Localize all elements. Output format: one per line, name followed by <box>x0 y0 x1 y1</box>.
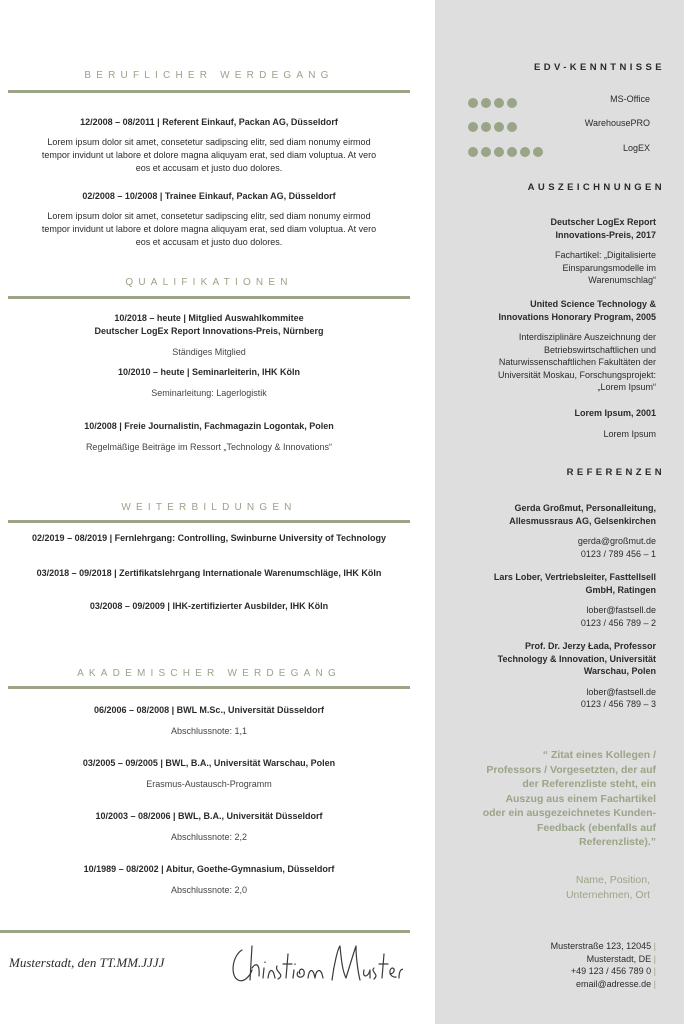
education-title: 03/2005 – 09/2005 | BWL, B.A., Universität Warschau, Polen <box>82 758 336 768</box>
skill-dot <box>520 147 530 157</box>
qualification-sub: Seminarleitung: Lagerlogistik <box>151 388 267 398</box>
reference-email: gerda@großmut.de <box>577 536 656 546</box>
education-entry <box>8 810 410 844</box>
award-desc: Lorem Ipsum <box>603 428 656 439</box>
award-desc: Warenumschlag“ <box>588 275 656 285</box>
skill-name: WarehousePRO <box>584 118 650 128</box>
qualification-title: Deutscher LogEx Report Innovations-Preis, Nürnberg <box>94 326 324 336</box>
quote-author <box>460 873 650 903</box>
reference-email: lober@fastsell.de <box>586 605 656 615</box>
skill-row <box>468 143 650 157</box>
reference-name: Prof. Dr. Jerzy Łada, Professor <box>524 641 656 651</box>
reference-name: Warschau, Polen <box>583 666 656 676</box>
award-desc: Naturwissenschaftlichen Fakultäten der <box>498 357 656 367</box>
reference-name: Technology & Innovation, Universität <box>497 653 656 664</box>
job-desc-line: Lorem ipsum dolor sit amet, consetetur sadipscing elitr, sed diam nonumy eirmod <box>47 211 371 221</box>
reference-phone: 0123 / 456 789 – 2 <box>580 617 656 628</box>
training-entry <box>8 600 410 613</box>
training-title: 03/2018 – 09/2018 | Zertifikatslehrgang Internationale Warenumschläge, IHK Köln <box>36 568 382 578</box>
job-desc-line: eos et accusam et justo duo dolores. <box>135 163 283 173</box>
skill-row <box>468 118 650 132</box>
reference-item <box>445 571 656 629</box>
skill-rating <box>468 119 520 131</box>
education-sub: Abschlussnote: 2,0 <box>170 885 248 895</box>
contact-email: email@adresse.de | <box>575 978 656 989</box>
contact-phone: +49 123 / 456 789 0 | <box>570 966 656 976</box>
education-entry <box>8 863 410 897</box>
education-title: 06/2006 – 08/2008 | BWL M.Sc., Universität Düsseldorf <box>94 705 324 715</box>
qualification-entry <box>8 366 410 400</box>
quote-line: der Referenzliste steht, ein <box>522 778 656 790</box>
education-entry <box>8 757 410 791</box>
skill-rating <box>468 144 546 156</box>
job-desc-line: tempor invidunt ut labore et dolore magna aliquyam erat, sed diam voluptua. At vero <box>41 224 377 234</box>
skill-dot <box>507 147 517 157</box>
education-title: 10/2003 – 08/2006 | BWL, B.A., Universität Düsseldorf <box>95 811 323 821</box>
award-item <box>445 407 656 440</box>
qualification-sub: Ständiges Mitglied <box>172 347 246 357</box>
skill-rating <box>468 95 520 107</box>
sidebar-title-referenzen: REFERENZEN <box>566 467 665 478</box>
award-name: Deutscher LogEx Report <box>550 217 656 227</box>
contact-address-city: Musterstadt, DE | <box>586 953 656 964</box>
job-desc-line: Lorem ipsum dolor sit amet, consetetur sadipscing elitr, sed diam nonumy eirmod <box>47 137 371 147</box>
quote-line: oder ein ausgezeichnetes Kunden- <box>482 807 656 819</box>
reference-item <box>445 502 656 560</box>
reference-name: Lars Lober, Vertriebsleiter, Fasttellsell <box>493 572 656 582</box>
education-sub: Erasmus-Austausch-Programm <box>146 779 272 789</box>
qualification-title: 10/2010 – heute | Seminarleiterin, IHK Köln <box>117 367 301 377</box>
job-entry <box>8 116 410 175</box>
section-title-beruflicher-werdegang: BERUFLICHER WERDEGANG <box>84 70 334 81</box>
qualification-sub: Regelmäßige Beiträge im Ressort „Technology & Innovations“ <box>85 442 333 452</box>
job-entry <box>8 190 410 249</box>
award-desc: Betriebswirtschaftlichen und <box>543 344 656 355</box>
quote-line: Auszug aus einem Fachartikel <box>505 792 656 805</box>
award-desc: Einsparungsmodelle im <box>562 262 656 273</box>
award-item <box>445 298 656 394</box>
section-divider <box>8 90 410 93</box>
section-divider <box>8 296 410 299</box>
place-date: Musterstadt, den TT.MM.JJJJ <box>9 955 165 970</box>
section-divider <box>8 686 410 689</box>
education-sub: Abschlussnote: 2,2 <box>170 832 248 842</box>
section-title-akademischer-werdegang: AKADEMISCHER WERDEGANG <box>77 668 341 679</box>
qualification-entry <box>8 420 410 454</box>
signature-image <box>228 940 403 990</box>
quote-author-line: Name, Position, <box>575 874 650 886</box>
skill-name: MS-Office <box>610 94 650 104</box>
job-title: 12/2008 – 08/2011 | Referent Einkauf, Packan AG, Düsseldorf <box>80 117 338 127</box>
testimonial-quote <box>460 748 656 850</box>
training-title: 03/2008 – 09/2009 | IHK-zertifizierter Ausbilder, IHK Köln <box>89 601 329 611</box>
contact-block <box>460 940 656 990</box>
reference-name: Gerda Großmut, Personalleitung, <box>514 503 656 513</box>
award-name: Innovations Honorary Program, 2005 <box>498 311 656 322</box>
training-entry <box>8 567 410 580</box>
award-name: Lorem Ipsum, 2001 <box>574 408 656 418</box>
skill-dot <box>481 122 491 132</box>
skill-name: LogEX <box>622 143 650 153</box>
reference-email: lober@fastsell.de <box>586 686 656 697</box>
qualification-title: 10/2018 – heute | Mitglied Auswahlkommitee <box>114 313 304 323</box>
education-entry <box>8 704 410 738</box>
award-desc: Universität Moskau, Forschungsprojekt: <box>497 369 656 380</box>
reference-item <box>445 640 656 711</box>
job-title: 02/2008 – 10/2008 | Trainee Einkauf, Packan AG, Düsseldorf <box>82 191 336 201</box>
quote-line: “ Zitat eines Kollegen / <box>542 749 656 761</box>
skill-dot <box>468 122 478 132</box>
skill-dot <box>494 98 504 108</box>
quote-line: Referenzliste).” <box>578 836 656 848</box>
sidebar-title-auszeichnungen: AUSZEICHNUNGEN <box>527 182 665 193</box>
section-divider <box>8 520 410 523</box>
section-title-qualifikationen: QUALIFIKATIONEN <box>125 277 293 288</box>
quote-author-line: Unternehmen, Ort <box>565 889 650 901</box>
job-desc-line: eos et accusam et justo duo dolores. <box>135 237 283 247</box>
education-sub: Abschlussnote: 1,1 <box>170 726 248 736</box>
quote-line: Feedback (ebenfalls auf <box>536 821 656 834</box>
award-desc: Interdisziplinäre Auszeichnung der <box>518 332 656 342</box>
job-desc-line: tempor invidunt ut labore et dolore magna aliquyam erat, sed diam voluptua. At vero <box>41 150 377 160</box>
reference-phone: 0123 / 456 789 – 3 <box>580 699 656 709</box>
skill-dot <box>481 147 491 157</box>
reference-name: GmbH, Ratingen <box>585 584 656 595</box>
training-entry <box>8 532 410 545</box>
qualification-title: 10/2008 | Freie Journalistin, Fachmagazin Logontak, Polen <box>84 421 334 431</box>
skill-dot <box>507 98 517 108</box>
sidebar-title-edv: EDV-KENNTNISSE <box>533 62 665 73</box>
training-title: 02/2019 – 08/2019 | Fernlehrgang: Controlling, Swinburne University of Technology <box>32 533 386 543</box>
skill-dot <box>494 122 504 132</box>
skill-dot <box>481 98 491 108</box>
quote-line: Professors / Vorgesetzten, der auf <box>486 763 656 776</box>
contact-address-street: Musterstraße 123, 12045 | <box>550 941 656 951</box>
award-desc: „Lorem Ipsum“ <box>597 382 656 392</box>
qualification-entry <box>8 312 410 359</box>
skill-row <box>468 94 650 108</box>
education-title: 10/1989 – 08/2002 | Abitur, Goethe-Gymnasium, Düsseldorf <box>83 864 335 874</box>
award-desc: Fachartikel: „Digitalisierte <box>554 250 656 260</box>
award-name: United Science Technology & <box>530 299 656 309</box>
award-item <box>445 216 656 287</box>
skill-dot <box>494 147 504 157</box>
award-name: Innovations-Preis, 2017 <box>555 229 656 240</box>
skill-dot <box>507 122 517 132</box>
reference-name: Allesmussraus AG, Gelsenkirchen <box>509 515 656 526</box>
skill-dot <box>468 98 478 108</box>
skill-dot <box>533 147 543 157</box>
skill-dot <box>468 147 478 157</box>
reference-phone: 0123 / 789 456 – 1 <box>580 548 656 559</box>
section-title-weiterbildungen: WEITERBILDUNGEN <box>121 502 297 513</box>
footer-divider <box>0 930 410 933</box>
